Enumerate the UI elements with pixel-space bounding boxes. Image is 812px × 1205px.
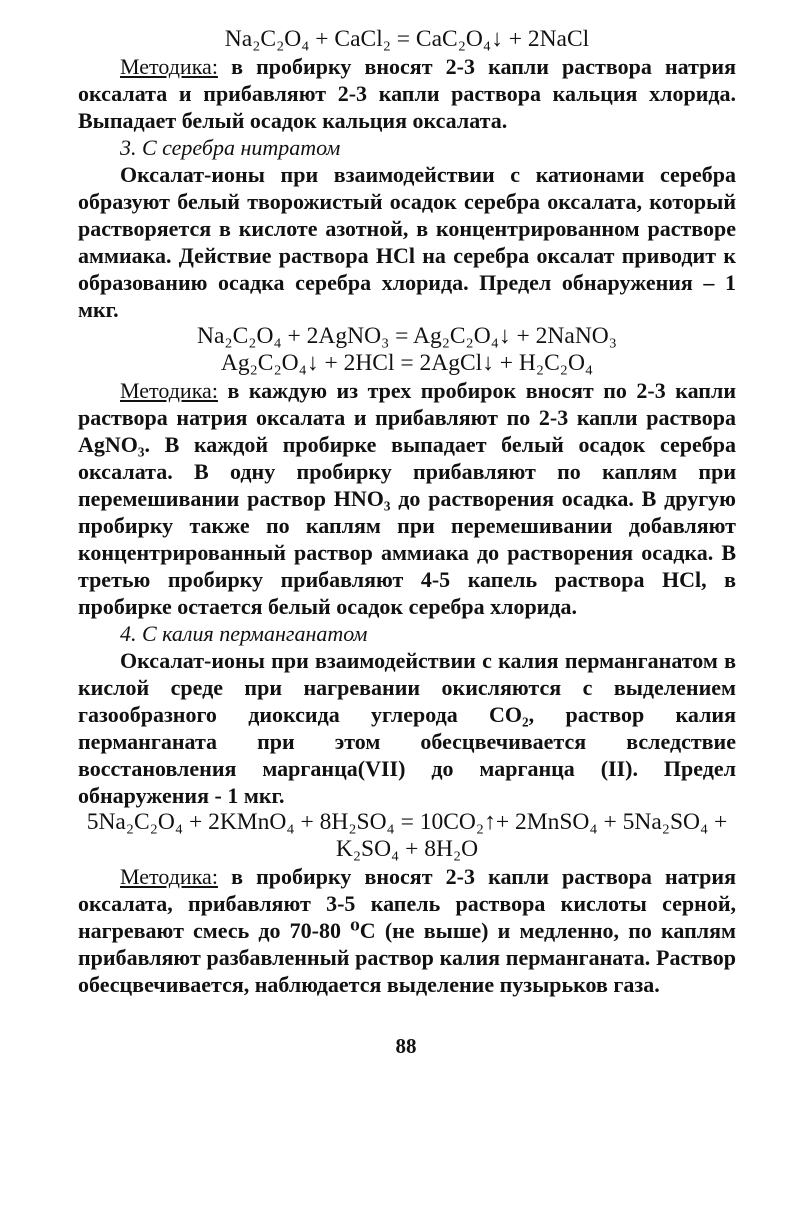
method-label: Методика: <box>120 864 218 889</box>
reaction-equation-permanganate-line1: 5Na₂C₂O₄ + 2KMnO₄ + 8H₂SO₄ = 10CO₂↑+ 2MnSO₄ + 5Na₂SO₄ + <box>86 809 728 835</box>
method-text: в каждую из трех пробирок вносят по 2-3 капли раствора натрия оксалата и прибавляют по 2-3 капли раствора AgNO₃. В каждой пробирке выпадает белый осадок серебра оксалата. В одну пробирку прибавляют по каплям при перемешивании раствор HNO₃ до растворения осадка. В другую пробирку также по каплям при перемешивании добавляют концентрированный раствор аммиака до растворения осадка. В третью пробирку прибавляют 4-5 капель раствора HCl, в пробирке остается белый осадок серебра хлорида. <box>78 378 736 619</box>
method-paragraph-permanganate <box>78 863 736 998</box>
method-paragraph-silver <box>78 377 736 620</box>
reaction-equation-silver-2: Ag₂C₂O₄↓ + 2HCl = 2AgCl↓ + H₂C₂O₄ <box>220 350 594 376</box>
description-paragraph-silver: Оксалат-ионы при взаимодействии с катионами серебра образуют белый творожистый осадок серебра оксалата, который растворяется в кислоте азотной, в концентрированном растворе аммиака. Действие раствора HCl на серебра оксалат приводит к образованию осадка серебра хлорида. Предел обнаружения – 1 мкг. <box>78 162 736 322</box>
reaction-equation-calcium: Na₂C₂O₄ + CaCl₂ = CaC₂O₄↓ + 2NaCl <box>224 26 590 52</box>
reaction-equation-silver-1: Na₂C₂O₄ + 2AgNO₃ = Ag₂C₂O₄↓ + 2NaNO₃ <box>197 323 617 349</box>
page-number: 88 <box>395 1034 417 1058</box>
method-label: Методика: <box>120 378 218 403</box>
method-paragraph-calcium <box>78 53 736 134</box>
method-text: в пробирку вносят 2-3 капли раствора натрия оксалата, прибавляют 3-5 капель раствора кислоты серной, нагревают смесь до 70-80 ⁰С (не выше) и медленно, по каплям прибавляют разбавленный раствор калия перманганата. Раствор обесцвечивается, наблюдается выделение пузырьков газа. <box>78 864 736 997</box>
reaction-equation-permanganate-line2: K₂SO₄ + 8H₂O <box>335 836 479 862</box>
section-heading-silver-nitrate: 3. С серебра нитратом <box>120 135 341 160</box>
method-label: Методика: <box>120 54 218 79</box>
document-page <box>78 26 736 998</box>
method-text: в пробирку вносят 2-3 капли раствора натрия оксалата и прибавляют 2-3 капли раствора кальция хлорида. Выпадает белый осадок кальция оксалата. <box>78 54 736 133</box>
section-heading-permanganate: 4. С калия перманганатом <box>120 621 368 646</box>
description-paragraph-permanganate: Оксалат-ионы при взаимодействии с калия перманганатом в кислой среде при нагревании окисляются с выделением газообразного диоксида углерода CO₂, раствор калия перманганата при этом обесцвечивается вследствие восстановления марганца(VII) до марганца (II). Предел обнаружения - 1 мкг. <box>78 648 736 808</box>
